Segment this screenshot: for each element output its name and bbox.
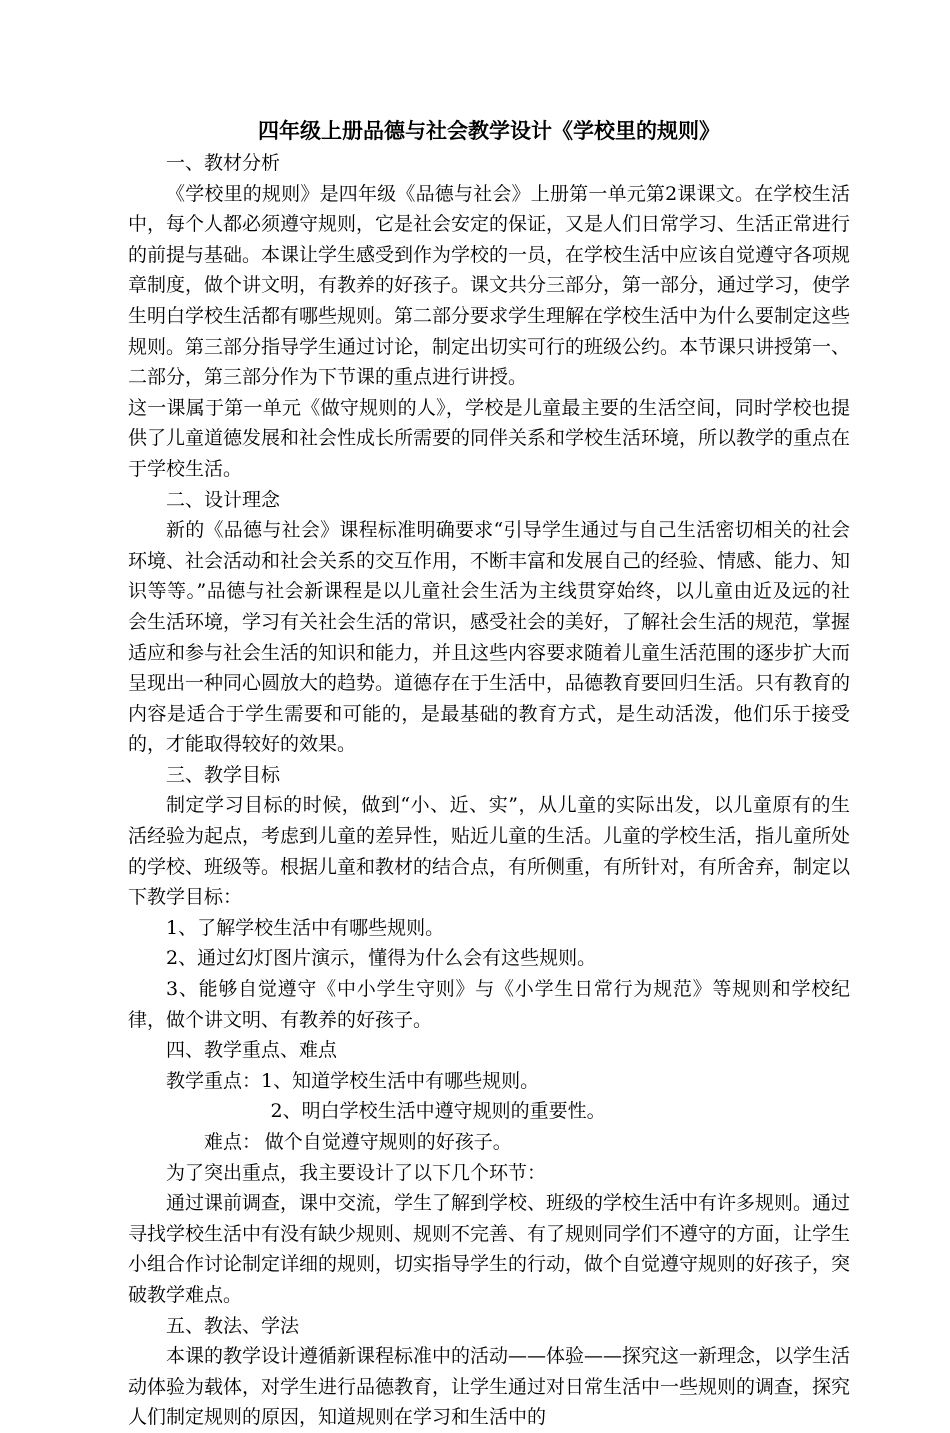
paragraph: 本课的教学设计遵循新课程标准中的活动——体验——探究这一新理念，以学生活动体验为载体，对学生进行品德教育，让学生通过对日常生活中一些规则的调查，探究人们制定规则的原因，知道规则在学习和生活中的 — [128, 1345, 851, 1429]
document-body — [128, 116, 850, 1433]
paragraph: 《学校里的规则》是四年级《品德与社会》上册第一单元第2课课文。在学校生活中，每个人都必须遵守规则，它是社会安定的保证，又是人们日常学习、生活正常进行的前提与基础。本课让学生感受到作为学校的一员，在学校生活中应该自觉遵守各项规章制度，做个讲文明，有教养的好孩子。课文共分三部分，第一部分，通过学习，使学生明白学校生活都有哪些规则。第二部分要求学生理解在学校生活中为什么要制定这些规则。第三部分指导学生通过讨论，制定出切实可行的班级公约。本节课只讲授第一、二部分，第三部分作为下节课的重点进行讲授。 — [128, 182, 851, 389]
paragraph: 为了突出重点，我主要设计了以下几个环节： — [166, 1161, 547, 1184]
document-title: 四年级上册品德与社会教学设计《学校里的规则》 — [258, 119, 720, 143]
goal-item: 3、能够自觉遵守《中小学生守则》与《小学生日常行为规范》等规则和学校纪律，做个讲文明、有教养的好孩子。 — [128, 978, 850, 1031]
paragraph: 这一课属于第一单元《做守规则的人》，学校是儿童最主要的生活空间，同时学校也提供了儿童道德发展和社会性成长所需要的同伴关系和学校生活环境，所以教学的重点在于学校生活。 — [128, 396, 851, 480]
difficulty-text: 做个自觉遵守规则的好孩子。 — [264, 1131, 512, 1153]
difficulty-label: 难点： — [204, 1131, 262, 1153]
section-heading-design-concept: 二、设计理念 — [166, 488, 281, 511]
section-heading-methods: 五、教法、学法 — [166, 1314, 300, 1337]
paragraph: 制定学习目标的时候，做到“小、近、实”，从儿童的实际出发，以儿童原有的生活经验为起点，考虑到儿童的差异性，贴近儿童的生活。儿童的学校生活，指儿童所处的学校、班级等。根据儿童和教材的结合点，有所侧重，有所针对，有所舍弃，制定以下教学目标： — [128, 794, 851, 909]
paragraph: 通过课前调查，课中交流，学生了解到学校、班级的学校生活中有许多规则。通过寻找学校生活中有没有缺少规则、规则不完善、有了规则同学们不遵守的方面，让学生小组合作讨论制定详细的规则，切实指导学生的行动，做个自觉遵守规则的好孩子，突破教学难点。 — [128, 1192, 851, 1306]
section-heading-teaching-goals: 三、教学目标 — [166, 763, 281, 786]
difficulty-line — [128, 1127, 850, 1158]
goal-item: 2、通过幻灯图片演示，懂得为什么会有这些规则。 — [166, 947, 597, 970]
paragraph: 新的《品德与社会》课程标准明确要求“引导学生通过与自己生活密切相关的社会环境、社会活动和社会关系的交互作用，不断丰富和发展自己的经验、情感、能力、知识等等。”品德与社会新课程是以儿童社会生活为主线贯穿始终，以儿童由近及远的社会生活环境，学习有关社会生活的常识，感受社会的美好，了解社会生活的规范，掌握适应和参与社会生活的知识和能力，并且这些内容要求随着儿童生活范围的逐步扩大而呈现出一种同心圆放大的趋势。道德存在于生活中，品德教育要回归生活。只有教育的内容是适合于学生需要和可能的，是最基础的教育方式，是生动活泼，他们乐于接受的，才能取得较好的效果。 — [128, 519, 851, 756]
goal-item: 1、了解学校生活中有哪些规则。 — [166, 916, 445, 939]
key-point-item: 2、明白学校生活中遵守规则的重要性。 — [270, 1100, 606, 1123]
key-point-item: 教学重点：1、知道学校生活中有哪些规则。 — [166, 1069, 540, 1092]
section-heading-key-points: 四、教学重点、难点 — [166, 1039, 338, 1062]
section-heading-textbook-analysis: 一、教材分析 — [166, 152, 281, 174]
